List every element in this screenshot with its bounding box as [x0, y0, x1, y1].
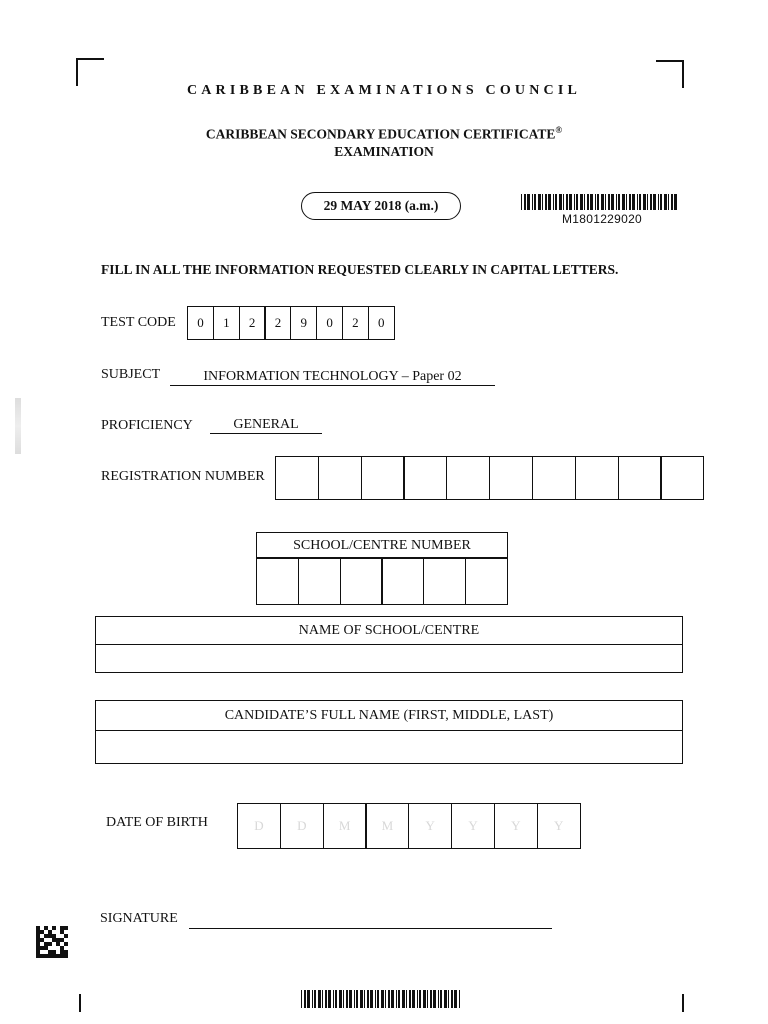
barcode-bar — [538, 194, 541, 210]
barcode-bar — [671, 194, 673, 210]
dob-box-2 — [280, 803, 324, 849]
barcode-bar — [433, 990, 436, 1008]
school-centre-box-2[interactable] — [298, 557, 341, 605]
dob-box-3 — [323, 803, 367, 849]
test-code-label: TEST CODE — [101, 315, 176, 330]
barcode-bar — [601, 194, 604, 210]
barcode-bar — [618, 194, 620, 210]
barcode-bar — [555, 194, 557, 210]
barcode-bar — [611, 194, 614, 210]
barcode-bar — [616, 194, 617, 210]
test-code-box-char: 2 — [248, 315, 256, 330]
school-centre-number-boxes — [256, 557, 508, 605]
barcode-bar — [301, 990, 302, 1008]
dob-box-8 — [537, 803, 581, 849]
barcode-bar — [346, 990, 348, 1008]
registration-box-5[interactable] — [446, 456, 490, 500]
bottom-left-tick — [79, 994, 81, 1012]
barcode-bar — [391, 990, 394, 1008]
test-code-box-7 — [342, 306, 369, 340]
barcode-bar — [559, 194, 562, 210]
test-code-box-8 — [368, 306, 395, 340]
barcode-bar — [626, 194, 627, 210]
barcode-bar — [548, 194, 551, 210]
barcode-bar — [377, 990, 379, 1008]
barcode-bar — [637, 194, 638, 210]
dob-box-1 — [237, 803, 281, 849]
barcode-bar — [406, 990, 407, 1008]
barcode-bar — [580, 194, 583, 210]
school-centre-box-5[interactable] — [423, 557, 466, 605]
barcode-bar — [563, 194, 564, 210]
dob-box-char: D — [297, 818, 307, 833]
barcode-bar — [590, 194, 593, 210]
datamatrix-cell — [64, 954, 68, 958]
barcode-bar — [349, 990, 352, 1008]
barcode-bar — [650, 194, 652, 210]
barcode-bar — [664, 194, 667, 210]
barcode-bar — [660, 194, 662, 210]
dob-box-char: M — [338, 818, 351, 833]
dob-box-7 — [494, 803, 538, 849]
school-centre-box-6[interactable] — [465, 557, 508, 605]
registration-box-8[interactable] — [575, 456, 619, 500]
test-code-box-2 — [213, 306, 240, 340]
registered-mark: ® — [555, 125, 563, 135]
barcode-bar — [396, 990, 397, 1008]
barcode-bar — [354, 990, 355, 1008]
barcode-bar — [668, 194, 669, 210]
barcode-bar — [674, 194, 677, 210]
certificate-title — [0, 122, 768, 160]
barcode-bar — [597, 194, 599, 210]
dob-box-5 — [408, 803, 452, 849]
subject-value[interactable]: INFORMATION TECHNOLOGY – Paper 02 — [170, 369, 495, 386]
test-code-box-6 — [316, 306, 343, 340]
school-centre-box-4[interactable] — [381, 557, 424, 605]
barcode-bar — [328, 990, 331, 1008]
barcode-bar — [423, 990, 426, 1008]
barcode-bar — [629, 194, 631, 210]
barcode-top — [521, 194, 677, 210]
barcode-bar — [356, 990, 358, 1008]
barcode-bottom — [301, 990, 461, 1008]
date-of-birth-boxes — [237, 803, 581, 849]
barcode-bar — [653, 194, 656, 210]
barcode-bar — [632, 194, 635, 210]
test-code-box-char: 2 — [352, 315, 359, 330]
barcode-bar — [335, 990, 337, 1008]
registration-box-2[interactable] — [318, 456, 362, 500]
barcode-bar — [409, 990, 411, 1008]
dob-box-char: D — [254, 818, 264, 833]
test-code-box-5 — [290, 306, 317, 340]
barcode-bar — [367, 990, 369, 1008]
subject-label: SUBJECT — [101, 367, 161, 382]
barcode-bar — [370, 990, 373, 1008]
test-code-box-4 — [264, 306, 291, 340]
barcode-bar — [605, 194, 606, 210]
test-code-box-1 — [187, 306, 214, 340]
dob-box-4 — [365, 803, 409, 849]
barcode-bar — [524, 194, 526, 210]
barcode-bar — [448, 990, 449, 1008]
barcode-bar — [307, 990, 310, 1008]
registration-box-6[interactable] — [489, 456, 533, 500]
registration-box-10[interactable] — [660, 456, 704, 500]
barcode-bar — [534, 194, 536, 210]
barcode-bar — [364, 990, 365, 1008]
dob-box-6 — [451, 803, 495, 849]
barcode-bar — [360, 990, 363, 1008]
barcode-bar — [385, 990, 386, 1008]
school-name-label: NAME OF SCHOOL/CENTRE — [96, 617, 682, 645]
barcode-bar — [576, 194, 578, 210]
bottom-right-tick — [682, 994, 684, 1012]
dob-box-char: Y — [553, 818, 564, 833]
candidate-name-field[interactable] — [96, 731, 682, 763]
barcode-bar — [569, 194, 572, 210]
registration-number-boxes — [275, 456, 704, 500]
barcode-bar — [440, 990, 442, 1008]
school-centre-box-3[interactable] — [340, 557, 383, 605]
barcode-bar — [454, 990, 457, 1008]
school-name-field[interactable] — [96, 645, 682, 672]
barcode-bar — [402, 990, 405, 1008]
barcode-bar — [444, 990, 447, 1008]
registration-box-4[interactable] — [403, 456, 447, 500]
barcode-bar — [521, 194, 522, 210]
barcode-bar — [608, 194, 610, 210]
barcode-bar — [574, 194, 575, 210]
signature-field[interactable] — [189, 912, 552, 929]
barcode-bar — [658, 194, 659, 210]
barcode-bar — [312, 990, 313, 1008]
certificate-line1: CARIBBEAN SECONDARY EDUCATION CERTIFICATE — [205, 126, 556, 142]
corner-mark-top-left — [76, 58, 104, 86]
test-code-box-char: 0 — [197, 315, 204, 330]
barcode-bar — [532, 194, 533, 210]
barcode-bar — [643, 194, 646, 210]
barcode-bar — [639, 194, 641, 210]
signature-label: SIGNATURE — [100, 911, 178, 926]
registration-number-label: REGISTRATION NUMBER — [101, 469, 265, 484]
barcode-bar — [343, 990, 344, 1008]
test-code-box-char: 1 — [223, 315, 230, 330]
barcode-bar — [566, 194, 568, 210]
datamatrix-code — [36, 926, 68, 958]
barcode-bar — [314, 990, 316, 1008]
barcode-bar — [304, 990, 306, 1008]
barcode-bar — [419, 990, 421, 1008]
barcode-bar — [451, 990, 453, 1008]
barcode-bar — [595, 194, 596, 210]
barcode-bar — [375, 990, 376, 1008]
barcode-bar — [427, 990, 428, 1008]
barcode-bar — [459, 990, 460, 1008]
proficiency-label: PROFICIENCY — [101, 418, 193, 433]
test-code-boxes — [187, 306, 395, 340]
dob-box-char: M — [381, 818, 394, 833]
barcode-bar — [542, 194, 543, 210]
registration-box-7[interactable] — [532, 456, 576, 500]
test-code-box-3 — [239, 306, 266, 340]
school-centre-number-panel — [256, 532, 508, 605]
registration-box-3[interactable] — [361, 456, 405, 500]
instruction-text: FILL IN ALL THE INFORMATION REQUESTED CLEARLY IN CAPITAL LETTERS. — [101, 262, 619, 277]
barcode-bar — [438, 990, 439, 1008]
exam-date: 29 MAY 2018 (a.m.) — [301, 192, 461, 220]
barcode-bar — [322, 990, 323, 1008]
dob-box-char: Y — [425, 818, 435, 833]
barcode-bar — [325, 990, 327, 1008]
school-name-panel — [95, 616, 683, 673]
barcode-bar — [587, 194, 589, 210]
barcode-bar — [388, 990, 390, 1008]
registration-box-9[interactable] — [618, 456, 662, 500]
barcode-bar — [318, 990, 321, 1008]
test-code-box-char: 9 — [300, 315, 307, 330]
test-code-box-char: 0 — [326, 315, 333, 330]
proficiency-value[interactable]: GENERAL — [210, 417, 322, 434]
registration-box-1[interactable] — [275, 456, 319, 500]
dob-box-char: Y — [468, 818, 478, 833]
certificate-line2: EXAMINATION — [334, 143, 434, 159]
barcode-bar — [339, 990, 342, 1008]
test-code-box-char: 0 — [377, 315, 385, 330]
barcode-bar — [553, 194, 554, 210]
candidate-name-label: CANDIDATE’S FULL NAME (FIRST, MIDDLE, LAST) — [96, 701, 682, 731]
test-code-box-char: 2 — [274, 315, 282, 330]
school-centre-number-label: SCHOOL/CENTRE NUMBER — [256, 532, 508, 559]
barcode-bar — [527, 194, 530, 210]
barcode-bar — [622, 194, 625, 210]
barcode-bar — [417, 990, 418, 1008]
barcode-bar — [381, 990, 384, 1008]
school-centre-box-1[interactable] — [256, 557, 299, 605]
barcode-bar — [545, 194, 547, 210]
barcode-bar — [430, 990, 432, 1008]
barcode-bar — [647, 194, 648, 210]
council-title: CARIBBEAN EXAMINATIONS COUNCIL — [186, 83, 582, 98]
barcode-bar — [412, 990, 415, 1008]
barcode-bar — [333, 990, 334, 1008]
barcode-top-label: M1801229020 — [562, 212, 643, 226]
scan-smudge — [15, 398, 21, 454]
barcode-bar — [584, 194, 585, 210]
candidate-name-panel — [95, 700, 683, 764]
dob-box-char: Y — [511, 818, 521, 833]
date-of-birth-label: DATE OF BIRTH — [106, 815, 208, 830]
barcode-bar — [398, 990, 400, 1008]
